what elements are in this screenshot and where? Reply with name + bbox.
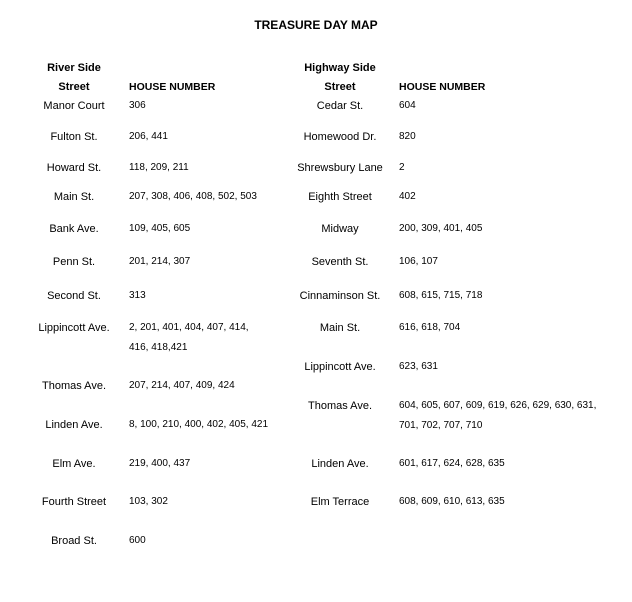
house-numbers: 207, 308, 406, 408, 502, 503 (129, 191, 257, 202)
house-numbers: 109, 405, 605 (129, 223, 191, 234)
street-name: Elm Ave. (52, 458, 96, 470)
street-name: Fourth Street (41, 496, 107, 508)
street-name: Second St. (47, 290, 101, 302)
street-name: Cedar St. (316, 100, 364, 112)
street-name: Eighth Street (308, 191, 372, 203)
street-name: Manor Court (43, 100, 105, 112)
house-numbers: 2 (399, 162, 405, 173)
street-name: Lippincott Ave. (38, 322, 110, 334)
house-numbers: 604 (399, 100, 416, 111)
street-name: Howard St. (46, 162, 102, 174)
house-numbers: 8, 100, 210, 400, 402, 405, 421 (129, 419, 269, 430)
street-name: Thomas Ave. (42, 380, 106, 392)
house-numbers: 200, 309, 401, 405 (399, 223, 483, 234)
house-numbers: 608, 615, 715, 718 (399, 290, 483, 301)
river-house-number-header: HOUSE NUMBER (129, 81, 216, 93)
house-numbers: 600 (129, 535, 146, 546)
house-numbers: 608, 609, 610, 613, 635 (399, 496, 505, 507)
house-numbers: 701, 702, 707, 710 (399, 420, 483, 431)
page-title: TREASURE DAY MAP (254, 18, 378, 32)
house-numbers: 106, 107 (399, 256, 438, 267)
house-numbers: 402 (399, 191, 416, 202)
street-name: Cinnaminson St. (299, 290, 381, 302)
house-numbers: 306 (129, 100, 146, 111)
house-numbers: 604, 605, 607, 609, 619, 626, 629, 630, 631, (399, 400, 597, 411)
house-numbers: 820 (399, 131, 416, 142)
river-side-heading: River Side (47, 62, 101, 74)
street-name: Bank Ave. (49, 223, 99, 235)
street-name: Midway (321, 223, 359, 235)
street-name: Shrewsbury Lane (297, 162, 383, 174)
house-numbers: 118, 209, 211 (129, 162, 189, 173)
street-name: Broad St. (51, 535, 97, 547)
highway-street-header: Street (324, 81, 356, 93)
house-numbers: 2, 201, 401, 404, 407, 414, (129, 322, 249, 333)
street-name: Lippincott Ave. (304, 361, 376, 373)
highway-house-number-header: HOUSE NUMBER (399, 81, 486, 93)
house-numbers: 623, 631 (399, 361, 438, 372)
house-numbers: 201, 214, 307 (129, 256, 191, 267)
street-name: Main St. (53, 191, 95, 203)
street-name: Linden Ave. (45, 419, 103, 431)
house-numbers: 616, 618, 704 (399, 322, 461, 333)
street-name: Elm Terrace (310, 496, 370, 508)
house-numbers: 103, 302 (129, 496, 168, 507)
street-name: Thomas Ave. (308, 400, 372, 412)
street-name: Seventh St. (311, 256, 369, 268)
house-numbers: 219, 400, 437 (129, 458, 191, 469)
street-name: Fulton St. (50, 131, 98, 143)
street-name: Linden Ave. (311, 458, 369, 470)
highway-side-heading: Highway Side (304, 62, 376, 74)
house-numbers: 313 (129, 290, 146, 301)
river-street-header: Street (58, 81, 90, 93)
street-name: Penn St. (52, 256, 96, 268)
street-name: Main St. (319, 322, 361, 334)
house-numbers: 206, 441 (129, 131, 168, 142)
house-numbers: 416, 418,421 (129, 342, 188, 353)
house-numbers: 207, 214, 407, 409, 424 (129, 380, 235, 391)
street-name: Homewood Dr. (303, 131, 377, 143)
house-numbers: 601, 617, 624, 628, 635 (399, 458, 505, 469)
